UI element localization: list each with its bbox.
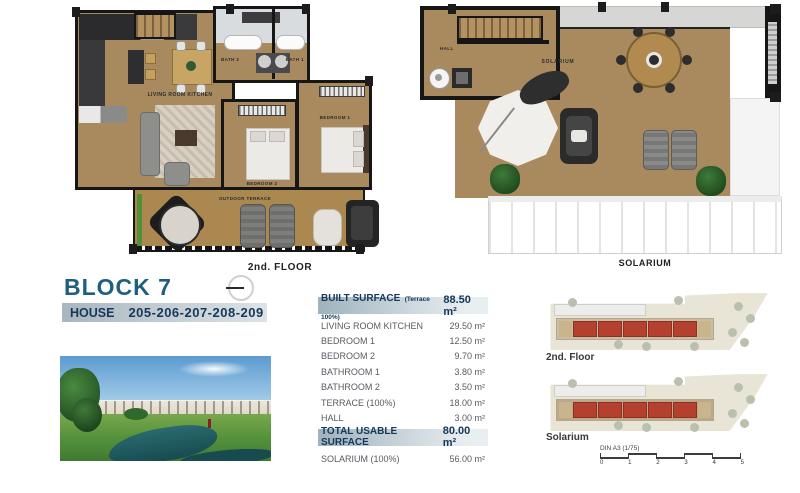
scale-segment xyxy=(657,453,685,459)
living-room-label: LIVING ROOM KITCHEN xyxy=(147,92,213,98)
stairs xyxy=(134,13,176,39)
wall-post xyxy=(770,92,781,102)
siteplan-endcap xyxy=(698,402,711,418)
photo-bush xyxy=(124,408,148,420)
photo-cloud xyxy=(178,361,250,377)
wall-post xyxy=(356,244,364,254)
terrace-table xyxy=(159,204,201,246)
scale-segment xyxy=(601,453,629,459)
site-trees xyxy=(734,383,743,392)
floorplan-2nd-floor xyxy=(58,6,374,258)
terrace-label: OUTDOOR TERRACE xyxy=(219,196,271,201)
surface-table xyxy=(318,292,488,467)
row-value: 56.00 m² xyxy=(449,454,485,465)
bathtub xyxy=(224,35,262,50)
bar-stool xyxy=(145,53,156,64)
stairs xyxy=(457,16,543,40)
photo-person xyxy=(208,419,211,428)
built-surface-header xyxy=(318,292,488,321)
table-row xyxy=(318,364,488,379)
scale-label: DIN A3 (1/75) xyxy=(600,445,640,452)
kitchen-counter-left xyxy=(79,40,105,108)
hall-label: HALL xyxy=(440,46,454,51)
planter-strip xyxy=(137,194,142,246)
siteplan-endcap xyxy=(559,402,572,418)
wall-post xyxy=(598,2,606,12)
side-terrace xyxy=(730,98,780,196)
bathrooms xyxy=(213,6,310,83)
row-value: 3.00 m² xyxy=(454,413,485,424)
highlighted-unit xyxy=(598,402,622,418)
solarium-caption: SOLARIUM xyxy=(618,258,672,268)
row-label: TERRACE (100%) xyxy=(321,397,396,408)
outdoor-terrace xyxy=(133,188,365,252)
bar-stool xyxy=(145,69,156,80)
lounge-sofa-pillow xyxy=(571,130,587,142)
block-title: BLOCK 7 xyxy=(64,274,172,300)
dining-chair xyxy=(196,41,206,51)
table-row xyxy=(318,318,488,333)
floor2-caption: 2nd. FLOOR xyxy=(247,262,313,273)
right-lattice xyxy=(768,22,777,84)
siteplan-endcap xyxy=(559,321,572,337)
bath1-label: BATH 1 xyxy=(285,57,304,62)
bathtub xyxy=(276,35,305,50)
dining-chair xyxy=(176,41,186,51)
table-row xyxy=(318,395,488,410)
siteplan-endcap xyxy=(698,321,711,337)
table-row xyxy=(318,410,488,425)
siteplan-building xyxy=(556,399,714,421)
row-label: HALL xyxy=(321,413,344,424)
washer-door xyxy=(435,74,442,81)
house-bar xyxy=(62,303,267,322)
row-label: BATHROOM 2 xyxy=(321,382,380,393)
scale-segments xyxy=(600,453,741,459)
built-surface-value: 88.50 m² xyxy=(443,293,471,318)
site-trees xyxy=(734,302,743,311)
table-chairs xyxy=(649,55,659,65)
north-indicator xyxy=(228,275,254,301)
wall-post xyxy=(661,2,669,12)
pillow xyxy=(353,131,364,147)
wall-post xyxy=(365,76,373,86)
sun-lounger xyxy=(269,204,295,248)
scale-tick: 2 xyxy=(656,460,660,466)
siteplan-2nd-floor-caption: 2nd. Floor xyxy=(546,352,595,363)
scale-segment xyxy=(629,453,657,459)
row-value: 12.50 m² xyxy=(449,336,485,347)
bedroom-2 xyxy=(221,99,298,190)
scale-tick: 5 xyxy=(740,460,744,466)
built-surface-label: BUILT SURFACE xyxy=(321,292,401,304)
wall-post xyxy=(129,244,137,254)
row-label: LIVING ROOM KITCHEN xyxy=(321,320,424,331)
scale-tick: 4 xyxy=(712,460,716,466)
stair-wall xyxy=(457,40,549,44)
sun-lounger xyxy=(671,130,697,170)
row-label: BEDROOM 2 xyxy=(321,351,376,362)
highlighted-unit xyxy=(573,321,597,337)
row-value: 3.50 m² xyxy=(454,382,485,393)
built-surface-note: (Terrace 100%) xyxy=(321,295,430,321)
table-row xyxy=(318,333,488,348)
coffee-table xyxy=(175,130,197,146)
total-surface-value: 80.00 m² xyxy=(442,425,471,450)
bedroom1-label: BEDROOM 1 xyxy=(319,115,351,120)
sofa xyxy=(140,112,160,176)
wardrobe xyxy=(238,105,286,116)
armchair xyxy=(164,162,190,186)
row-value: 29.50 m² xyxy=(449,320,485,331)
wall-post xyxy=(448,4,456,14)
plant xyxy=(696,166,726,196)
highlighted-unit xyxy=(673,402,697,418)
scale-tick: 3 xyxy=(684,460,688,466)
table-plant xyxy=(186,61,196,71)
highlighted-unit xyxy=(573,402,597,418)
siteplan-2nd-floor xyxy=(546,292,770,350)
highlighted-unit xyxy=(623,321,647,337)
siteplan-building xyxy=(556,318,714,340)
solarium-row xyxy=(318,452,488,467)
siteplan-roof xyxy=(554,304,646,316)
wardrobe xyxy=(319,86,365,97)
wall-post xyxy=(770,4,781,14)
highlighted-unit xyxy=(673,321,697,337)
highlighted-unit xyxy=(648,402,672,418)
bath2-label: BATH 2 xyxy=(221,57,240,62)
scale-tick: 1 xyxy=(628,460,632,466)
pillow xyxy=(269,131,285,142)
kitchen-counter-end xyxy=(79,106,127,123)
terrace-sofa-cushion xyxy=(351,206,373,240)
row-label: BATHROOM 1 xyxy=(321,366,380,377)
pouf xyxy=(313,209,342,246)
solarium-label: SOLARIUM xyxy=(541,59,575,65)
siteplan-solarium-caption: Solarium xyxy=(546,432,589,443)
pergola-terrace xyxy=(488,196,782,254)
siteplan-roof xyxy=(554,385,646,397)
photo-tree xyxy=(72,398,102,432)
pillow xyxy=(353,151,364,167)
total-surface-label: TOTAL USABLE SURFACE xyxy=(321,426,398,449)
resort-photo xyxy=(60,356,271,461)
row-value: 18.00 m² xyxy=(449,397,485,408)
bedroom-1 xyxy=(296,80,372,190)
highlighted-unit xyxy=(623,402,647,418)
scale-segment xyxy=(713,453,741,459)
siteplan-solarium xyxy=(546,373,770,431)
house-label: HOUSE xyxy=(70,305,115,320)
house-numbers: 205-206-207-208-209 xyxy=(128,305,264,320)
table-row xyxy=(318,380,488,395)
scale-ticks xyxy=(600,460,744,466)
scale-bar xyxy=(600,445,744,466)
row-value: 3.80 m² xyxy=(454,366,485,377)
wall-post xyxy=(72,7,80,17)
sun-lounger xyxy=(643,130,669,170)
scale-segment xyxy=(685,453,713,459)
wall-post xyxy=(226,4,234,14)
table-row xyxy=(318,349,488,364)
scale-tick: 0 xyxy=(600,460,604,466)
row-label: BEDROOM 1 xyxy=(321,336,376,347)
total-surface-header xyxy=(318,425,488,450)
sun-lounger xyxy=(240,204,266,248)
row-value: 9.70 m² xyxy=(454,351,485,362)
bedroom2-label: BEDROOM 2 xyxy=(246,181,278,186)
highlighted-unit xyxy=(648,321,672,337)
kitchen-island xyxy=(128,50,144,84)
utility-box-inner xyxy=(456,72,468,84)
pillow xyxy=(250,131,266,142)
wall-post xyxy=(302,4,310,14)
plant xyxy=(490,164,520,194)
highlighted-unit xyxy=(598,321,622,337)
toilet xyxy=(258,55,271,68)
row-label: SOLARIUM (100%) xyxy=(321,454,400,465)
north-needle xyxy=(226,287,244,289)
floorplan-solarium xyxy=(418,4,790,258)
